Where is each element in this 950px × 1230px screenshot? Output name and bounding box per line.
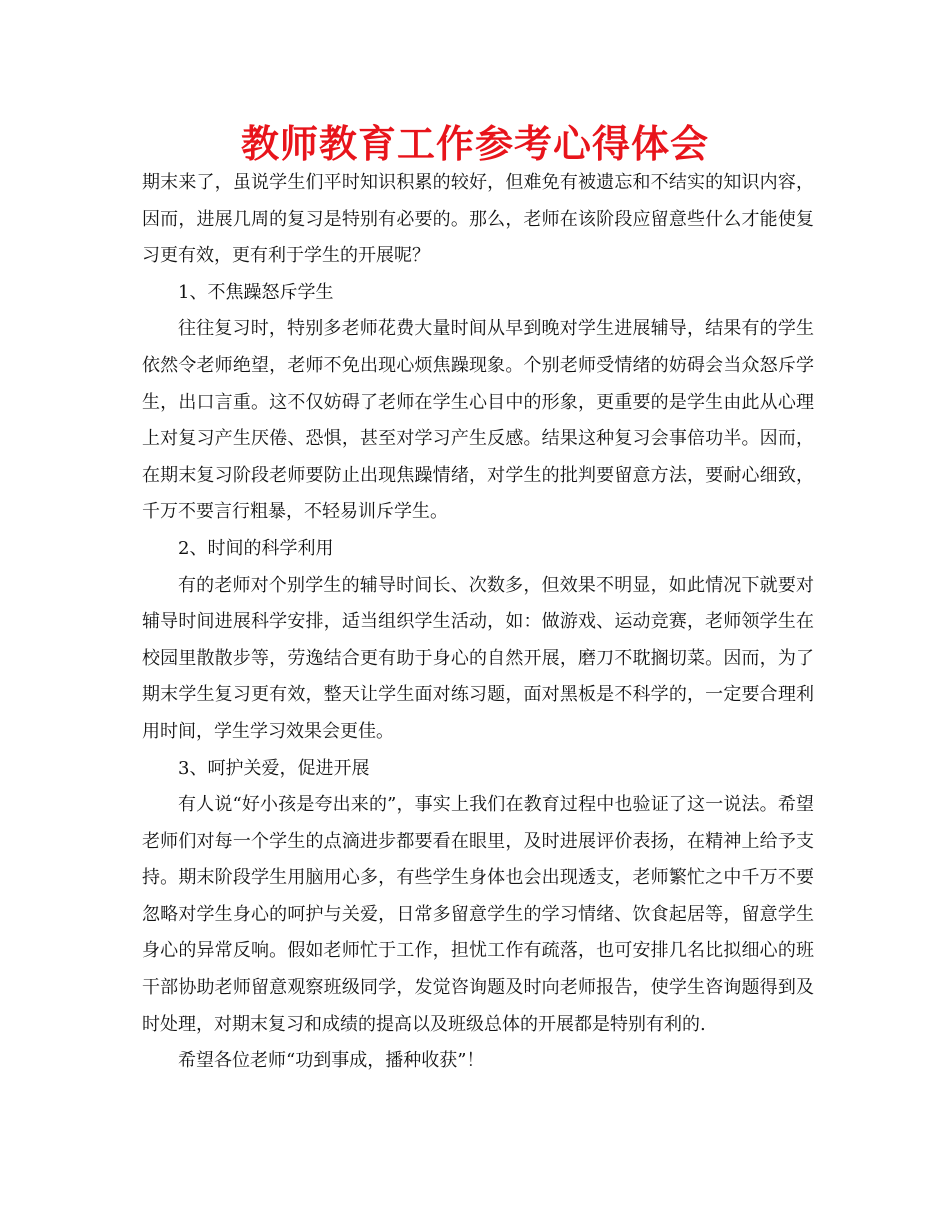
section-heading-3: 3、呵护关爱，促进开展 [178, 757, 370, 779]
section-heading-1: 1、不焦躁怒斥学生 [178, 281, 334, 303]
paragraph-section-2: 有的老师对个别学生的辅导时间长、次数多，但效果不明显，如此情况下就要对辅导时间进展科学安排，适当组织学生活动，如：做游戏、运动竞赛，老师领学生在校园里散散步等，劳逸结合更有助于身心的自然开展，磨刀不耽搁切菜。因而，为了期末学生复习更有效，整天让学生面对练习题，面对黑板是不科学的，一定要合理利用时间，学生学习效果会更佳。 [142, 574, 814, 742]
paragraph-intro: 期末来了，虽说学生们平时知识积累的较好，但难免有被遗忘和不结实的知识内容，因而，进展几周的复习是特别有必要的。那么，老师在该阶段应留意些什么才能使复习更有效，更有利于学生的开展呢？ [142, 172, 814, 267]
paragraph-section-1: 往往复习时，特别多老师花费大量时间从早到晚对学生进展辅导，结果有的学生依然令老师绝望，老师不免出现心烦焦躁现象。个别老师受情绪的妨碍会当众怒斥学生，出口言重。这不仅妨碍了老师在学生心目中的形象，更重要的是学生由此从心理上对复习产生厌倦、恐惧，甚至对学习产生反感。结果这种复习会事倍功半。因而，在期末复习阶段老师要防止出现焦躁情绪，对学生的批判要留意方法，要耐心细致，千万不要言行粗暴，不轻易训斥学生。 [142, 318, 814, 523]
section-heading-2: 2、时间的科学利用 [178, 537, 334, 559]
paragraph-closing: 希望各位老师“功到事成，播种收获”！ [178, 1050, 485, 1072]
paragraph-section-3: 有人说“好小孩是夸出来的”，事实上我们在教育过程中也验证了这一说法。希望老师们对每一个学生的点滴进步都要看在眼里，及时进展评价表扬，在精神上给予支持。期末阶段学生用脑用心多，有些学生身体也会出现透支，老师繁忙之中千万不要忽略对学生身心的呵护与关爱，日常多留意学生的学习情绪、饮食起居等，留意学生身心的异常反响。假如老师忙于工作，担忧工作有疏落，也可安排几名比拟细心的班干部协助老师留意观察班级同学，发觉咨询题及时向老师报告，使学生咨询题得到及时处理，对期末复习和成绩的提高以及班级总体的开展都是特别有利的. [142, 794, 814, 1035]
document-body [142, 165, 814, 1080]
document-title: 教师教育工作参考心得体会 [240, 122, 709, 166]
